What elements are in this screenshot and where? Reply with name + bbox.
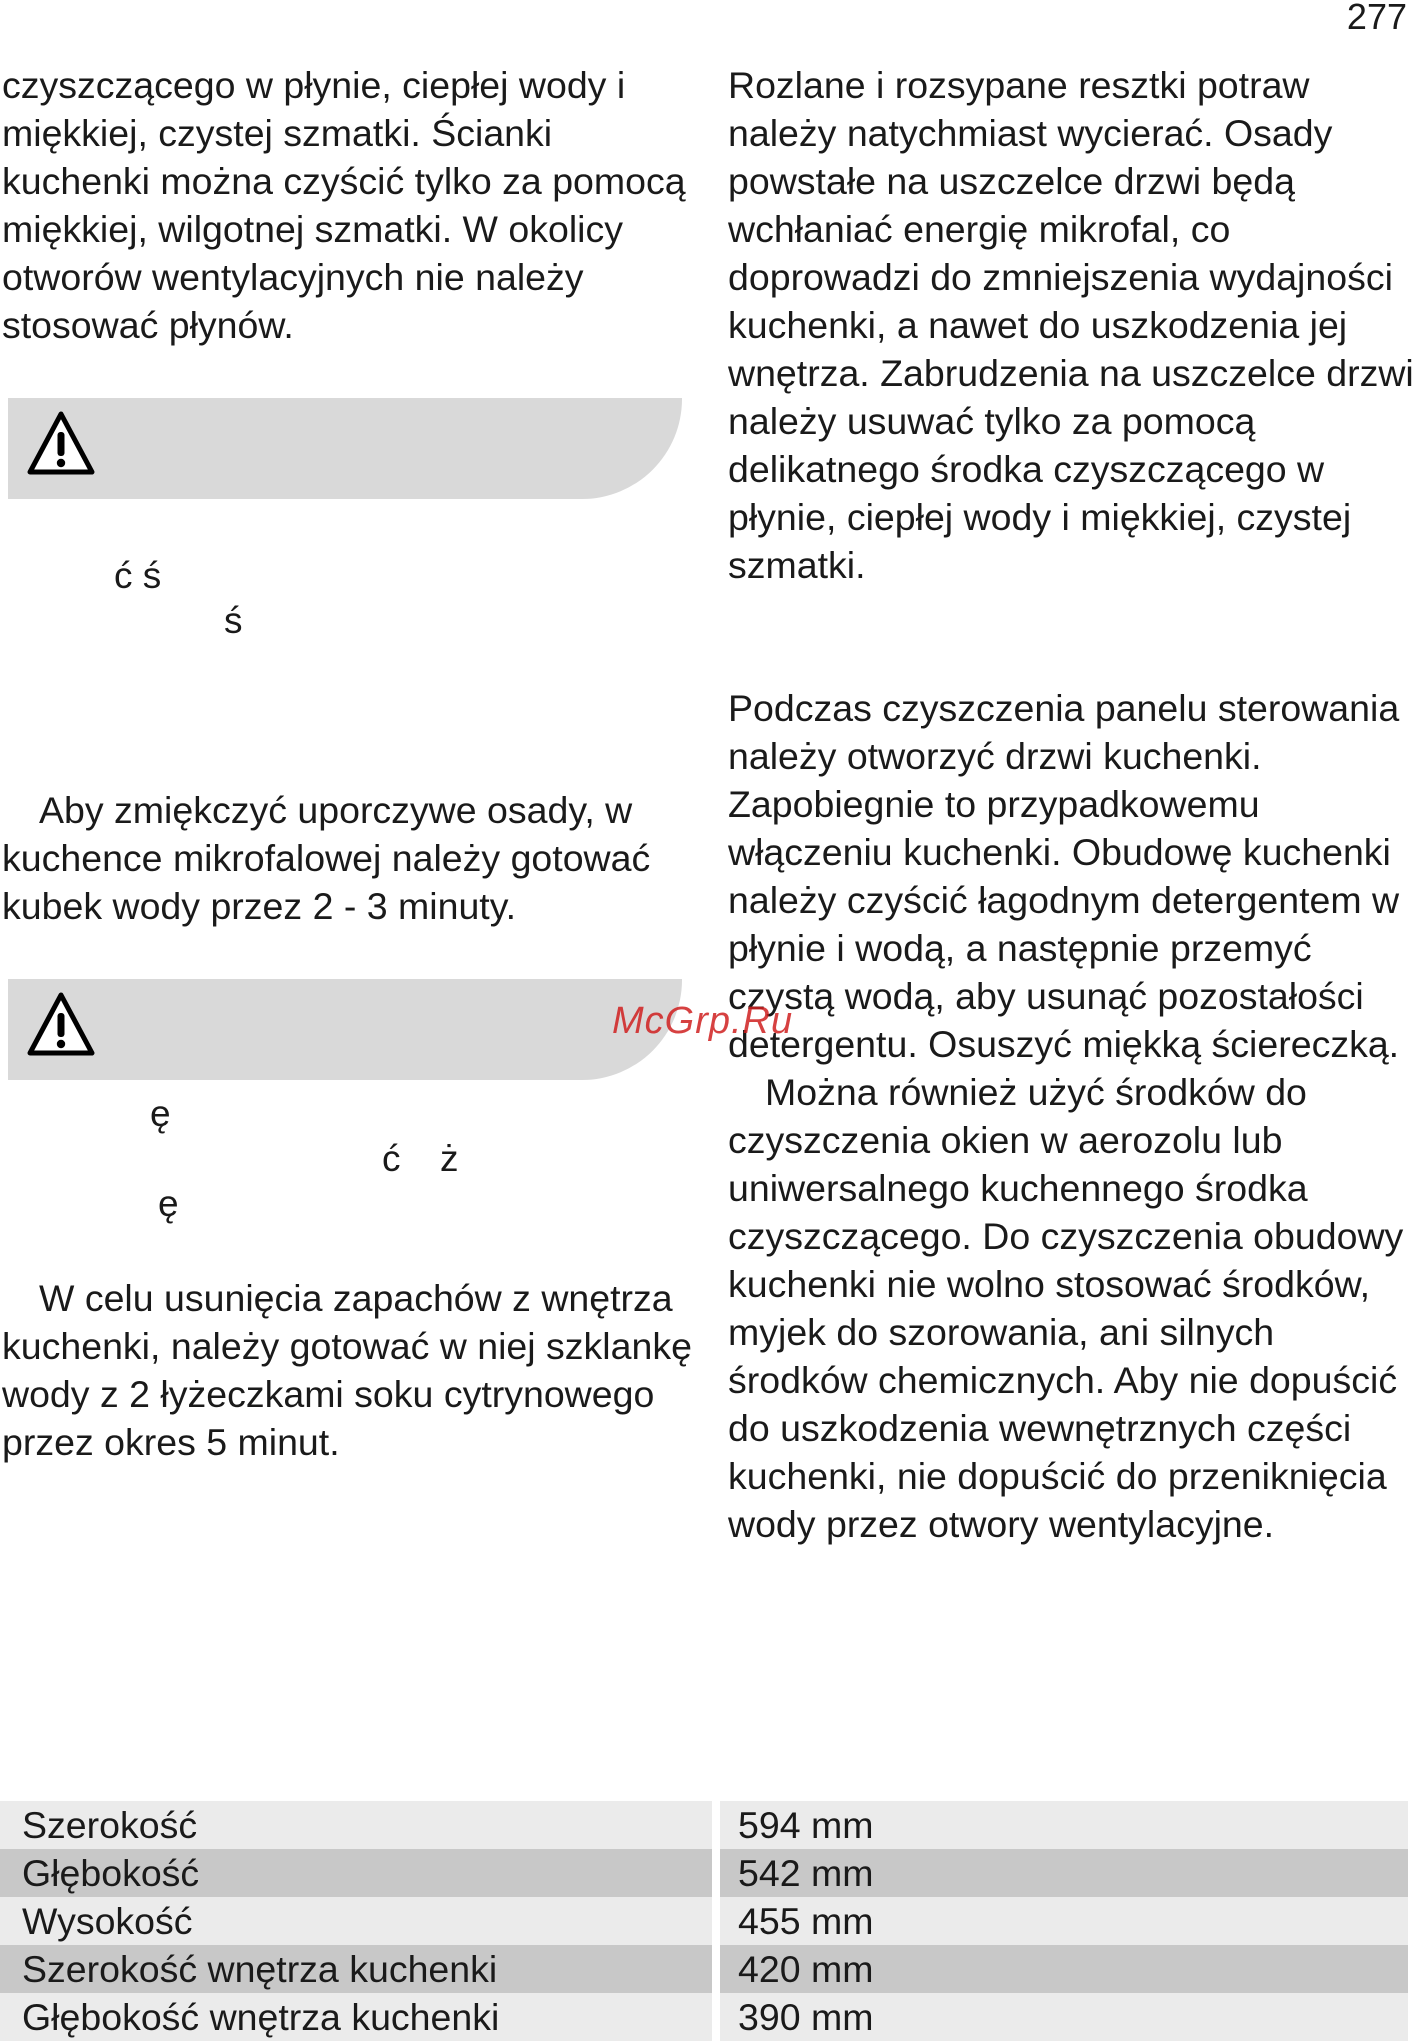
- spec-label: Szerokość: [0, 1801, 716, 1849]
- left-column-top: [2, 61, 692, 349]
- spec-value: 542 mm: [716, 1849, 1408, 1897]
- right-column-top: [728, 61, 1415, 589]
- watermark: McGrp.Ru: [612, 1000, 794, 1042]
- warning-text-fragment: ż: [440, 1138, 459, 1179]
- spec-value: 390 mm: [716, 1993, 1408, 2041]
- warning-text-fragment: ć ś: [114, 555, 162, 596]
- right-paragraph-spills: Rozlane i rozsypane resztki potraw należy natychmiast wycierać. Osady powstałe na uszczelce drzwi będą wchłaniać energię mikrofal, co doprowadzi do zmniejszenia wydajności kuchenki, a nawet do uszkodzenia jej wnętrza. Zabrudzenia na uszczelce drzwi należy usuwać tylko za pomocą delikatnego środka czyszczącego w płynie, ciepłej wody i miękkiej, czystej szmatki.: [728, 64, 1414, 586]
- spec-label: Głębokość wnętrza kuchenki: [0, 1993, 716, 2041]
- warning-bar: [8, 398, 682, 499]
- table-row: [0, 1849, 1408, 1897]
- spec-table: [0, 1801, 1408, 2041]
- right-paragraph-housing: Można również użyć środków do czyszczenia okien w aerozolu lub uniwersalnego kuchennego środka czyszczącego. Do czyszczenia obudowy kuchenki nie wolno stosować środków, myjek do szorowania, ani silnych środków chemicznych. Aby nie dopuścić do uszkodzenia wewnętrznych części kuchenki, nie dopuścić do przeniknięcia wody przez otwory wentylacyjne.: [728, 1071, 1404, 1545]
- right-paragraph-panel: Podczas czyszczenia panelu sterowania należy otworzyć drzwi kuchenki. Zapobiegnie to przypadkowemu włączeniu kuchenki. Obudowę kuchenki należy czyścić łagodnym detergentem w płynie i wodą, a następnie przemyć czystą wodą, aby usunąć pozostałości detergentu. Osuszyć miękką ściereczką.: [728, 687, 1400, 1065]
- left-column-mid2: [2, 1274, 692, 1466]
- left-column-mid1: [2, 786, 692, 930]
- spec-label: Głębokość: [0, 1849, 716, 1897]
- warning-bar: [8, 979, 682, 1080]
- warning-text-fragment: ę: [150, 1093, 171, 1134]
- table-row: [0, 1993, 1408, 2041]
- spec-label: Szerokość wnętrza kuchenki: [0, 1945, 716, 1993]
- page-number: 277: [1346, 0, 1407, 37]
- left-paragraph-cleaning: czyszczącego w płynie, ciepłej wody i miękkiej, czystej szmatki. Ścianki kuchenki można czyścić tylko za pomocą miękkiej, wilgotnej szmatki. W okolicy otworów wentylacyjnych nie należy stosować płynów.: [2, 64, 686, 346]
- table-row: [0, 1801, 1408, 1849]
- left-paragraph-odor: W celu usunięcia zapachów z wnętrza kuchenki, należy gotować w niej szklankę wody z 2 łyżeczkami soku cytrynowego przez okres 5 minut.: [2, 1277, 692, 1463]
- right-column-bottom: [728, 684, 1415, 1548]
- warning-text-fragment: ę: [158, 1183, 179, 1224]
- spec-value: 455 mm: [716, 1897, 1408, 1945]
- warning-text-fragment: ś: [224, 600, 243, 641]
- spec-label: Wysokość: [0, 1897, 716, 1945]
- warning-text-fragment: ć: [382, 1138, 401, 1179]
- spec-value: 594 mm: [716, 1801, 1408, 1849]
- table-row: [0, 1945, 1408, 1993]
- warning-triangle-icon: [26, 410, 96, 476]
- table-row: [0, 1897, 1408, 1945]
- spec-value: 420 mm: [716, 1945, 1408, 1993]
- left-paragraph-descale: Aby zmiękczyć uporczywe osady, w kuchence mikrofalowej należy gotować kubek wody przez 2 - 3 minuty.: [2, 789, 651, 927]
- warning-triangle-icon: [26, 991, 96, 1057]
